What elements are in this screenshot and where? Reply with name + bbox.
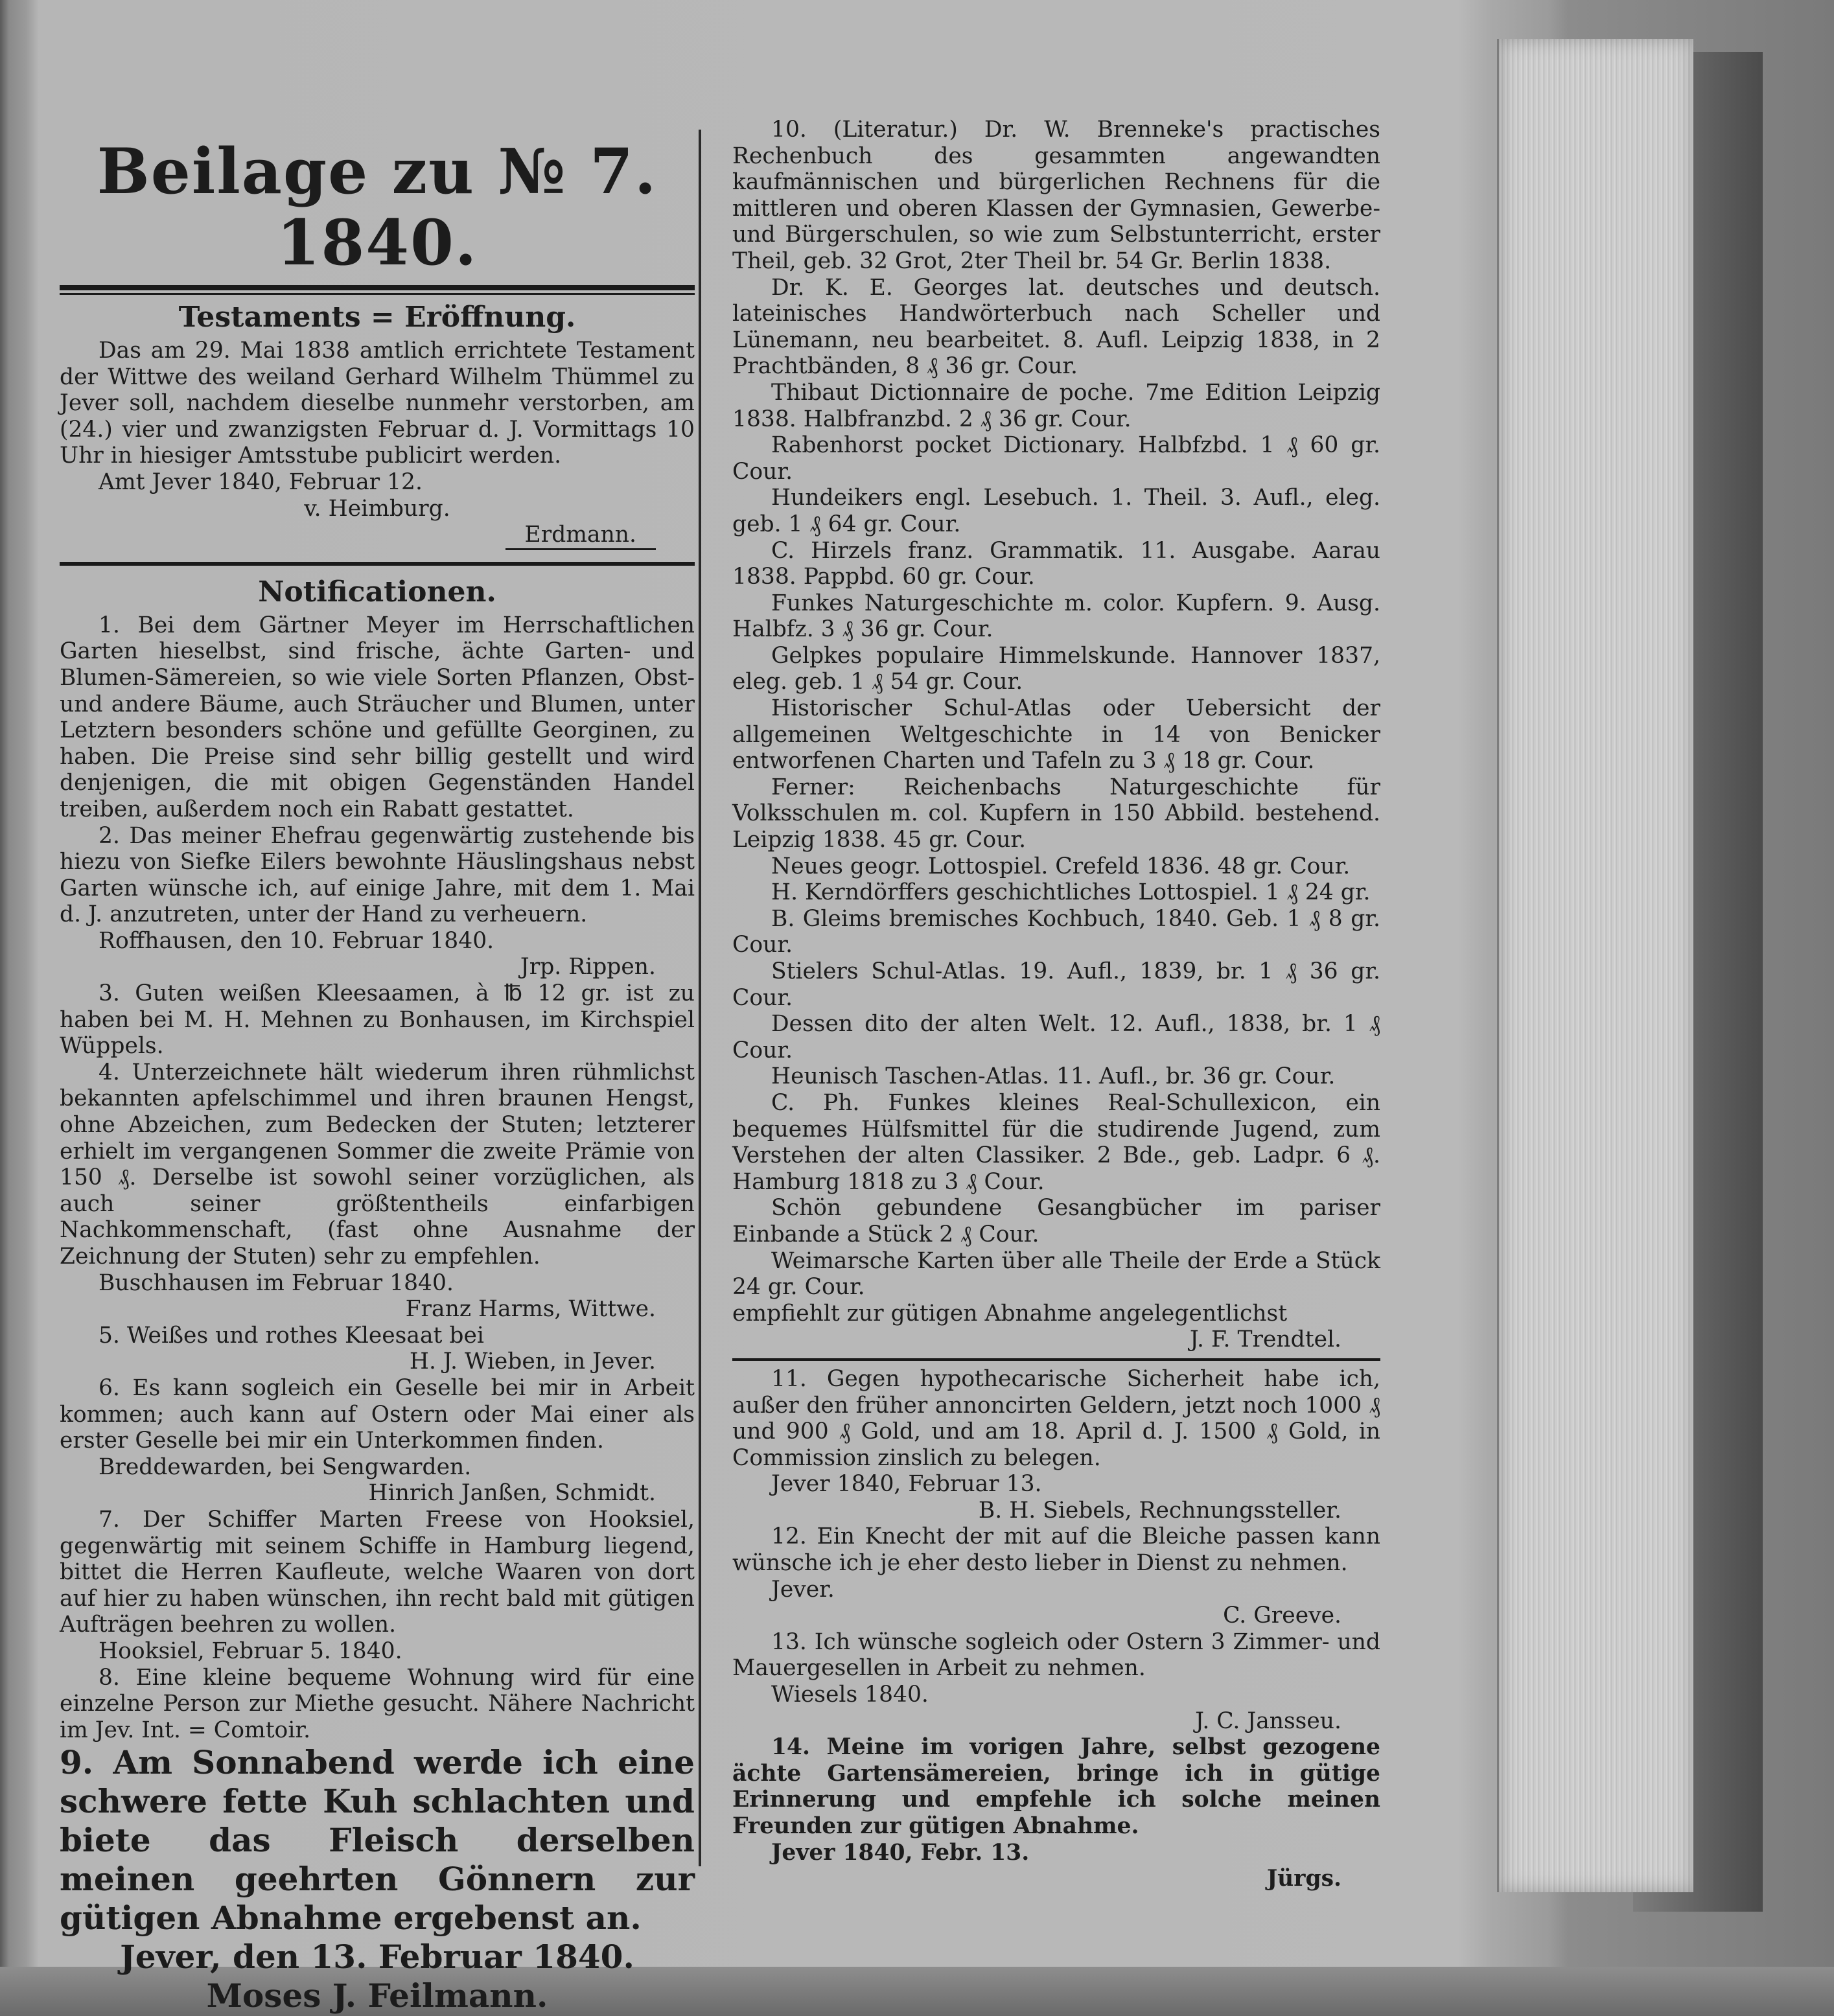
notice-10-line: Ferner: Reichenbachs Naturgeschichte für Volksschulen m. col. Kupfern in 150 Abbild. bestehend. Leipzig 1838. 45 gr. Cour. [732, 774, 1380, 853]
notice-signer: Jrp. Rippen. [520, 954, 656, 980]
notice-7 [60, 1507, 695, 1665]
notice-10-line: C. Hirzels franz. Grammatik. 11. Ausgabe. Aarau 1838. Pappbd. 60 gr. Cour. [732, 537, 1380, 590]
column-divider [699, 130, 701, 1866]
notice-text: 14. Meine im vorigen Jahre, selbst gezogene ächte Gartensämereien, bringe ich in gütige Erinnerung und empfehle ich solche meinen Freunden zur gütigen Abnahme. [732, 1734, 1380, 1839]
notice-signer: Jürgs. [1266, 1866, 1341, 1892]
right-column [732, 117, 1380, 1892]
notice-11 [732, 1366, 1380, 1524]
notice-signer: Hinrich Janßen, Schmidt. [368, 1480, 656, 1507]
notice-12 [732, 1524, 1380, 1628]
notice-place: Hooksiel, Februar 5. 1840. [99, 1638, 402, 1664]
notice-place: Jever. [771, 1576, 835, 1603]
supplement-title: Beilage zu № 7. 1840. [97, 135, 658, 279]
notice-5 [60, 1323, 695, 1375]
notice-place: Jever 1840, Febr. 13. [771, 1839, 1030, 1866]
notice-text: 11. Gegen hypothecarische Sicherheit habe ich, außer den früher annoncirten Geldern, jetzt noch 1000 ₰ und 900 ₰ Gold, und am 18. April d. J. 1500 ₰ Gold, in Commission zinslich zu belegen. [732, 1365, 1380, 1471]
notice-signer-large: Moses J. Feilmann. [206, 1976, 548, 2015]
notice-10-line: Schön gebundene Gesangbücher im pariser Einbande a Stück 2 ₰ Cour. [732, 1195, 1380, 1247]
notice-10-line: Stielers Schul-Atlas. 19. Aufl., 1839, br. 1 ₰ 36 gr. Cour. [732, 958, 1380, 1011]
notice-10-line: Funkes Naturgeschichte m. color. Kupfern. 9. Ausg. Halbfz. 3 ₰ 36 gr. Cour. [732, 590, 1380, 643]
notice-text: 6. Es kann sogleich ein Geselle bei mir in Arbeit kommen; auch kann auf Ostern oder Mai einer als erster Geselle bei mir ein Unterkommen finden. [60, 1374, 695, 1454]
notice-10-line: Gelpkes populaire Himmelskunde. Hannover 1837, eleg. geb. 1 ₰ 54 gr. Cour. [732, 642, 1380, 695]
notice-2 [60, 823, 695, 981]
notice-signer: J. C. Jansseu. [1195, 1708, 1341, 1734]
notice-10-line: 10. (Literatur.) Dr. W. Brenneke's practisches Rechenbuch des gesammten angewandten kaufmännischen und bürgerlichen Rechnens für die mittleren und oberen Klassen der Gymnasien, Gewerbe- und Bürgerschulen, so wie zum Selbstunterricht, erster Theil, geb. 32 Grot, 2ter Theil br. 54 Gr. Berlin 1838. [732, 117, 1380, 274]
title-rule-thick [60, 285, 695, 290]
notice-text: 8. Eine kleine bequeme Wohnung wird für eine einzelne Person zur Miethe gesucht. Nähere Nachricht im Jev. Int. = Comtoir. [60, 1664, 695, 1743]
testament-place-date: Amt Jever 1840, Februar 12. [99, 469, 423, 495]
notice-10-line: Thibaut Dictionnaire de poche. 7me Edition Leipzig 1838. Halbfranzbd. 2 ₰ 36 gr. Cour. [732, 379, 1380, 432]
testament-clerk: Erdmann. [505, 522, 656, 550]
notice-text: 4. Unterzeichnete hält wiederum ihren rühmlichst bekannten apfelschimmel und ihren braunen Hengst, ohne Abzeichen, zum Bedecken der Stuten; letzterer erhielt im vergangenen Sommer die zweite Prämie von 150 ₰. Derselbe ist sowohl seiner vorzüglichen, als auch seiner größtentheils einfarbigen Nachkommenschaft, (fast ohne Ausnahme der Zeichnung der Stuten) sehr zu empfehlen. [60, 1059, 695, 1269]
notice-6 [60, 1375, 695, 1507]
notice-10-line: Hundeikers engl. Lesebuch. 1. Theil. 3. Aufl., eleg. geb. 1 ₰ 64 gr. Cour. [732, 485, 1380, 537]
notice-13 [732, 1629, 1380, 1734]
notice-text: 7. Der Schiffer Marten Freese von Hooksiel, gegenwärtig mit seinem Schiffe in Hamburg liegend, bittet die Herren Kaufleute, welche Waaren von dort auf hier zu haben wünschen, ihn recht bald mit gütigen Aufträgen beehren zu wollen. [60, 1506, 695, 1638]
notifications-heading: Notificationen. [258, 575, 496, 608]
notice-text: 3. Guten weißen Kleesaamen, à ℔ 12 gr. ist zu haben bei M. H. Mehnen zu Bonhausen, im Kirchspiel Wüppels. [60, 980, 695, 1060]
testament-signer: v. Heimburg. [304, 495, 450, 522]
notice-14 [732, 1734, 1380, 1892]
title-rule-thin [60, 293, 695, 295]
notice-signer: H. J. Wieben, in Jever. [409, 1349, 656, 1375]
section-rule [732, 1358, 1380, 1361]
notice-place: Breddewarden, bei Sengwarden. [99, 1454, 472, 1480]
notice-signer: B. H. Siebels, Rechnungssteller. [978, 1497, 1341, 1524]
notice-text-large: 9. Am Sonnabend werde ich eine schwere fette Kuh schlachten und biete das Fleisch derselben meinen geehrten Gönnern zur gütigen Abnahme ergebenst an. [60, 1743, 695, 1938]
notice-place: Buschhausen im Februar 1840. [99, 1269, 454, 1296]
notice-text: 1. Bei dem Gärtner Meyer im Herrschaftlichen Garten hieselbst, sind frische, ächte Garten- und Blumen-Sämereien, so wie viele Sorten Pflanzen, Obst- und andere Bäume, auch Sträucher und Blumen, unter Letztern besonders schöne und gefüllte Georginen, zu haben. Die Preise sind sehr billig gestellt und wird denjenigen, die mit obigen Gegenständen Handel treiben, außerdem noch ein Rabatt gestattet. [60, 612, 695, 822]
notice-place: Wiesels 1840. [771, 1682, 929, 1708]
notice-10 [732, 117, 1380, 1353]
notice-10-line: Dessen dito der alten Welt. 12. Aufl., 1838, br. 1 ₰ Cour. [732, 1011, 1380, 1063]
notice-signer: C. Greeve. [1223, 1603, 1341, 1629]
notice-place-large: Jever, den 13. Februar 1840. [120, 1938, 634, 1976]
notice-10-line: Weimarsche Karten über alle Theile der Erde a Stück 24 gr. Cour. [732, 1247, 1380, 1301]
notice-10-line: Heunisch Taschen-Atlas. 11. Aufl., br. 36 gr. Cour. [771, 1063, 1336, 1090]
notice-text: 12. Ein Knecht der mit auf die Bleiche passen kann wünsche ich je eher desto lieber in Dienst zu nehmen. [732, 1524, 1380, 1577]
section-rule [60, 562, 695, 566]
notice-10-line: Dr. K. E. Georges lat. deutsches und deutsch. lateinisches Handwörterbuch nach Scheller und Lünemann, neu bearbeitet. 8. Aufl. Leipzig 1838, in 2 Prachtbänden, 8 ₰ 36 gr. Cour. [732, 274, 1380, 380]
notice-4 [60, 1060, 695, 1323]
notice-signer: Franz Harms, Wittwe. [405, 1296, 656, 1323]
notice-10-line: empfiehlt zur gütigen Abnahme angelegentlichst [732, 1300, 1288, 1327]
notice-3 [60, 980, 695, 1060]
notice-text: 2. Das meiner Ehefrau gegenwärtig zustehende bis hiezu von Siefke Eilers bewohnte Häuslingshaus nebst Garten wünsche ich, auf einige Jahre, mit dem 1. Mai d. J. anzutreten, unter der Hand zu verheuern. [60, 822, 695, 928]
notice-place: Jever 1840, Februar 13. [771, 1471, 1042, 1498]
notice-10-line: Historischer Schul-Atlas oder Uebersicht der allgemeinen Weltgeschichte in 14 von Benicker entworfenen Charten und Tafeln zu 3 ₰ 18 gr. Cour. [732, 695, 1380, 774]
notice-10-line: C. Ph. Funkes kleines Real-Schullexicon, ein bequemes Hülfsmittel für die studirende Jugend, zum Verstehen der alten Classiker. 2 Bde., geb. Ladpr. 6 ₰. Hamburg 1818 zu 3 ₰ Cour. [732, 1089, 1380, 1195]
notice-signer: J. F. Trendtel. [1189, 1327, 1341, 1353]
notice-text: 13. Ich wünsche sogleich oder Ostern 3 Zimmer- und Mauergesellen in Arbeit zu nehmen. [732, 1628, 1380, 1682]
notice-10-line: Neues geogr. Lottospiel. Crefeld 1836. 48 gr. Cour. [771, 853, 1351, 879]
testament-body: Das am 29. Mai 1838 amtlich errichtete Testament der Wittwe des weiland Gerhard Wilhelm Thümmel zu Jever soll, nachdem dieselbe nunmehr verstorben, am (24.) vier und zwanzigsten Februar d. J. Vormittags 10 Uhr in hiesiger Amtsstube publicirt werden. [60, 338, 695, 469]
book-page-edges [1497, 39, 1693, 1892]
notice-10-line: Rabenhorst pocket Dictionary. Halbfzbd. 1 ₰ 60 gr. Cour. [732, 432, 1380, 485]
notice-place: Roffhausen, den 10. Februar 1840. [99, 927, 494, 954]
testament-heading: Testaments = Eröffnung. [178, 301, 576, 334]
testament-section [60, 300, 695, 550]
notice-10-line: B. Gleims bremisches Kochbuch, 1840. Geb. 1 ₰ 8 gr. Cour. [732, 905, 1380, 958]
notice-text: 5. Weißes und rothes Kleesaat bei [99, 1322, 484, 1349]
notice-8 [60, 1665, 695, 1744]
notice-9 [60, 1743, 695, 2015]
testament-clerk-line [60, 522, 695, 550]
left-column [60, 117, 695, 2015]
notice-1 [60, 612, 695, 823]
notice-10-line: H. Kerndörffers geschichtliches Lottospiel. 1 ₰ 24 gr. [771, 879, 1371, 906]
